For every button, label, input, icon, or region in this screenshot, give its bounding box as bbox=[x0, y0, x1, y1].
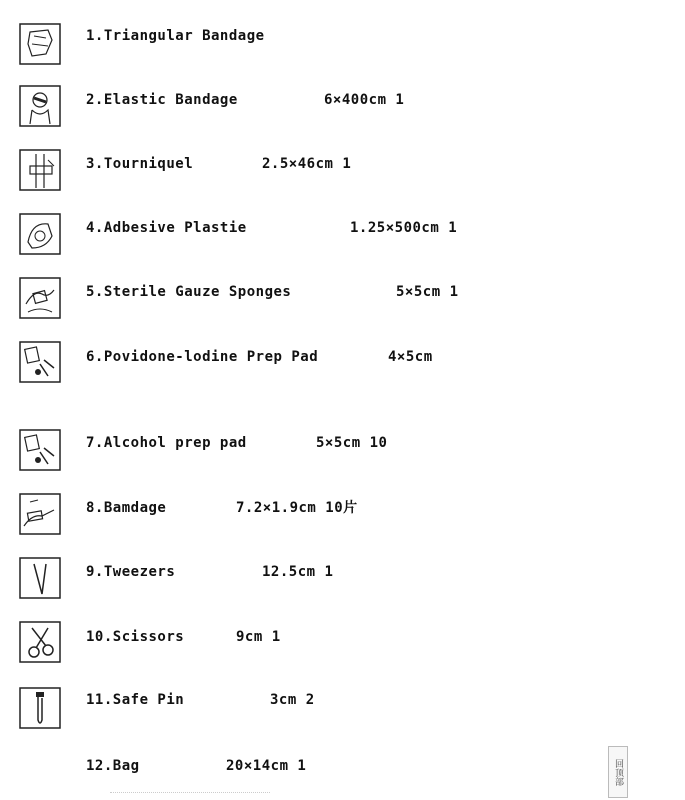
item-label: 5.Sterile Gauze Sponges bbox=[86, 284, 292, 300]
adhesive-plaster-icon bbox=[18, 212, 62, 256]
item-spec: 1.25×500cm 1 bbox=[350, 220, 458, 236]
item-spec: 4×5cm bbox=[388, 349, 433, 365]
item-spec: 12.5cm 1 bbox=[262, 564, 334, 580]
list-item bbox=[0, 84, 685, 134]
item-label: 2.Elastic Bandage bbox=[86, 92, 238, 108]
divider bbox=[110, 792, 270, 797]
triangular-bandage-icon bbox=[18, 22, 62, 66]
tourniquet-icon bbox=[18, 148, 62, 192]
item-spec: 5×5cm 1 bbox=[396, 284, 459, 300]
item-label: 4.Adbesive Plastie bbox=[86, 220, 247, 236]
item-spec: 7.2×1.9cm 10片 bbox=[236, 500, 358, 516]
item-spec: 3cm 2 bbox=[270, 692, 315, 708]
iodine-prep-pad-icon bbox=[18, 340, 62, 384]
item-label: 12.Bag bbox=[86, 758, 140, 774]
list-item bbox=[0, 492, 685, 542]
item-label: 10.Scissors bbox=[86, 629, 185, 645]
item-label: 8.Bamdage bbox=[86, 500, 167, 516]
item-label: 1.Triangular Bandage bbox=[86, 28, 265, 44]
list-item bbox=[0, 148, 685, 198]
list-item bbox=[0, 212, 685, 262]
gauze-sponge-icon bbox=[18, 276, 62, 320]
item-label: 11.Safe Pin bbox=[86, 692, 185, 708]
item-label: 3.Tourniquel bbox=[86, 156, 194, 172]
adhesive-bandage-icon bbox=[18, 492, 62, 536]
back-to-top-button[interactable]: 回顶部 bbox=[608, 746, 628, 798]
list-item bbox=[0, 686, 685, 736]
item-spec: 9cm 1 bbox=[236, 629, 281, 645]
list-item bbox=[0, 276, 685, 326]
item-label: 9.Tweezers bbox=[86, 564, 176, 580]
list-item bbox=[0, 340, 685, 390]
elastic-bandage-icon bbox=[18, 84, 62, 128]
list-item bbox=[0, 22, 685, 72]
item-spec: 2.5×46cm 1 bbox=[262, 156, 352, 172]
item-spec: 6×400cm 1 bbox=[324, 92, 405, 108]
item-spec: 5×5cm 10 bbox=[316, 435, 388, 451]
list-item bbox=[0, 620, 685, 670]
list-item bbox=[0, 556, 685, 606]
list-item bbox=[0, 428, 685, 478]
alcohol-prep-pad-icon bbox=[18, 428, 62, 472]
item-label: 6.Povidone-lodine Prep Pad bbox=[86, 349, 319, 365]
item-spec: 20×14cm 1 bbox=[226, 758, 307, 774]
safety-pin-icon bbox=[18, 686, 62, 730]
item-label: 7.Alcohol prep pad bbox=[86, 435, 247, 451]
tweezers-icon bbox=[18, 556, 62, 600]
scissors-icon bbox=[18, 620, 62, 664]
list-item bbox=[0, 750, 685, 800]
